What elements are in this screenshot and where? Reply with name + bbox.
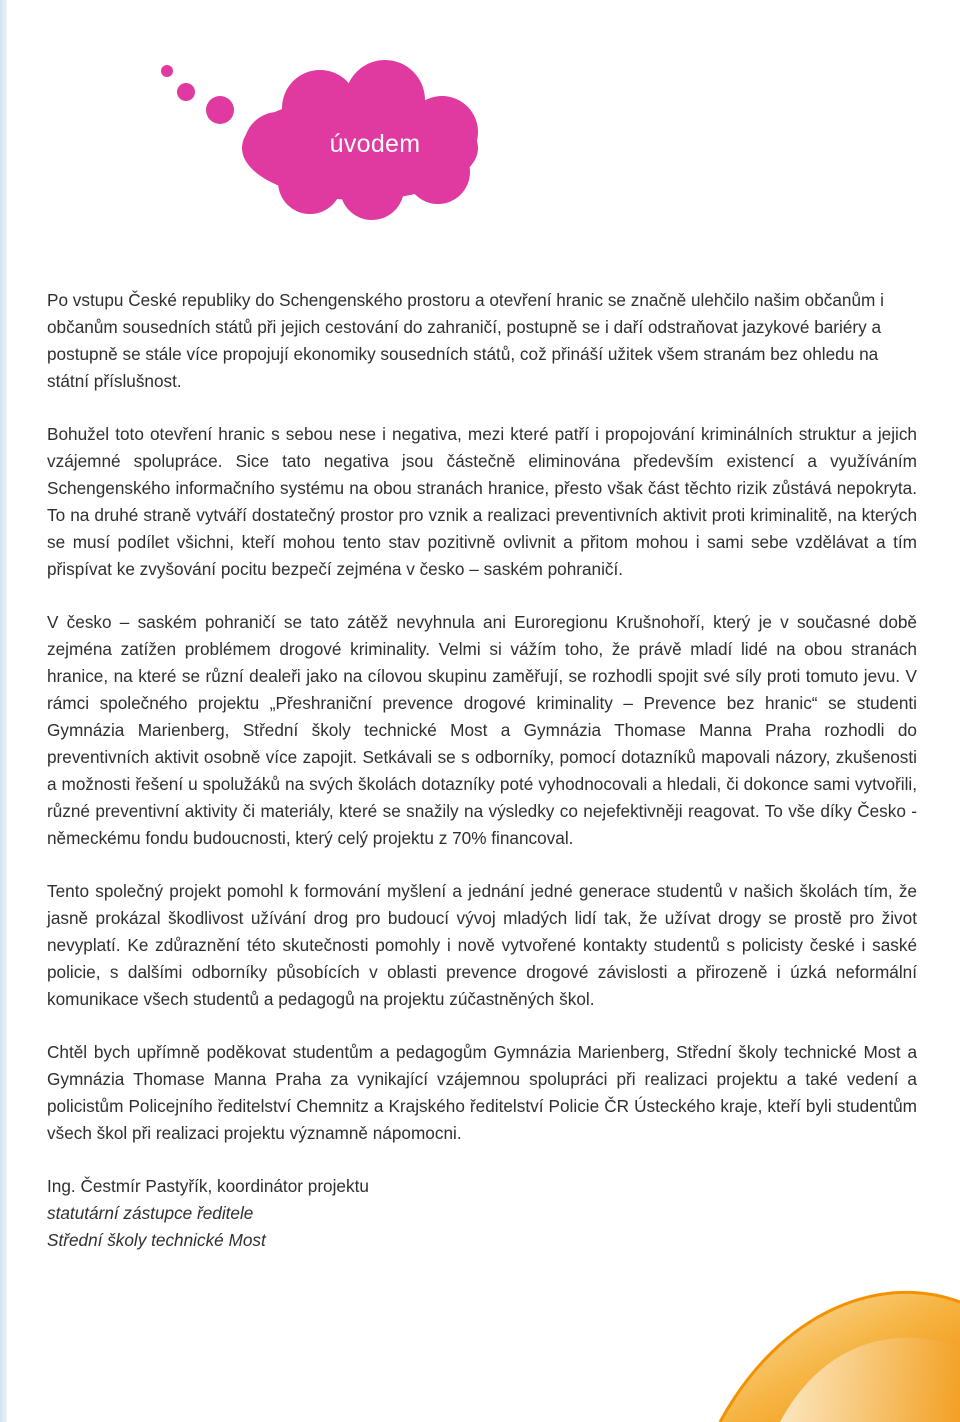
signature-name: Ing. Čestmír Pastyřík, koordinátor projektu	[47, 1176, 369, 1196]
paragraph-1: Po vstupu České republiky do Schengenského prostoru a otevření hranic se značně ulehčilo našim občanům i občanům sousedních států při jejich cestování do zahraničí, postupně se i daří odstraňovat jazykové bariéry a postupně se stále více propojují ekonomiky sousedních států, což přináší užitek všem stranám bez ohledu na státní příslušnost.	[47, 290, 884, 391]
cloud-bubble-medium	[177, 83, 195, 101]
paragraph-4: Tento společný projekt pomohl k formování myšlení a jednání jedné generace studentů v našich školách tím, že jasně prokázal škodlivost užívání drog pro budoucí vývoj mladých lidí tak, že užívat drogy se prostě pro život nevyplatí. Ke zdůraznění této skutečnosti pomohly i nově vytvořené kontakty studentů s policisty české i saské policie, s dalšími odborníky působících v oblasti prevence drogové závislosti a přirozeně i úzká neformální komunikace všech studentů a pedagogů na projektu zúčastněných škol.	[47, 881, 917, 1009]
cloud-bubble-large	[206, 96, 234, 124]
corner-decoration	[660, 1252, 960, 1422]
signature-block	[47, 1173, 917, 1254]
page-title: úvodem	[329, 130, 421, 158]
cloud-bubble-small	[161, 65, 173, 77]
left-edge-stripe	[0, 0, 7, 1422]
paragraph-5: Chtěl bych upřímně poděkovat studentům a pedagogům Gymnázia Marienberg, Střední školy technické Most a Gymnázia Thomase Manna Praha za vynikající vzájemnou spolupráci při realizaci projektu a také vedení a policistům Policejního ředitelství Chemnitz a Krajského ředitelství Policie ČR Ústeckého kraje, kteří byli studentům všech škol při realizaci projektu významně nápomocni.	[47, 1042, 917, 1143]
paragraph-2: Bohužel toto otevření hranic s sebou nese i negativa, mezi které patří i propojování kriminálních struktur a jejich vzájemné spolupráce. Sice tato negativa jsou částečně eliminována především existencí a využíváním Schengenského informačního systému na obou stranách hranice, přesto však část těchto rizik zůstává nepokryta. To na druhé straně vytváří dostatečný prostor pro vznik a realizaci preventivních aktivit proti kriminalitě, na kterých se musí podílet všichni, kteří mohou tento stav pozitivně ovlivnit a přitom mohou i sami sebe vzdělávat a tím přispívat ke zvyšování pocitu bezpečí zejména v česko – saském pohraničí.	[47, 424, 917, 579]
signature-school: Střední školy technické Most	[47, 1230, 266, 1250]
intro-text	[47, 287, 917, 1254]
signature-role: statutární zástupce ředitele	[47, 1203, 254, 1223]
paragraph-3: V česko – saském pohraničí se tato zátěž nevyhnula ani Euroregionu Krušnohoří, který je v současné době zejména zatížen problémem drogové kriminality. Velmi si vážím toho, že právě mladí lidé na obou stranách hranice, na které se různí dealeři jako na cílovou skupinu zaměřují, se rozhodli spojit své síly proti tomuto jevu. V rámci společného projektu „Přeshraniční prevence drogové kriminality – Prevence bez hranic“ se studenti Gymnázia Marienberg, Střední školy technické Most a Gymnázia Thomase Manna Praha rozhodli do preventivních aktivit osobně více zapojit. Setkávali se s odborníky, pomocí dotazníků mapovali názory, zkušenosti a možnosti řešení u spolužáků na svých školách dotazníky poté vyhodnocovali a hledali, či dokonce sami vytvořili, různé preventivní aktivity či materiály, které se snažily na výsledky co nejefektivněji reagovat. To vše díky Česko - německému fondu budoucnosti, který celý projektu z 70% financoval.	[47, 612, 917, 848]
